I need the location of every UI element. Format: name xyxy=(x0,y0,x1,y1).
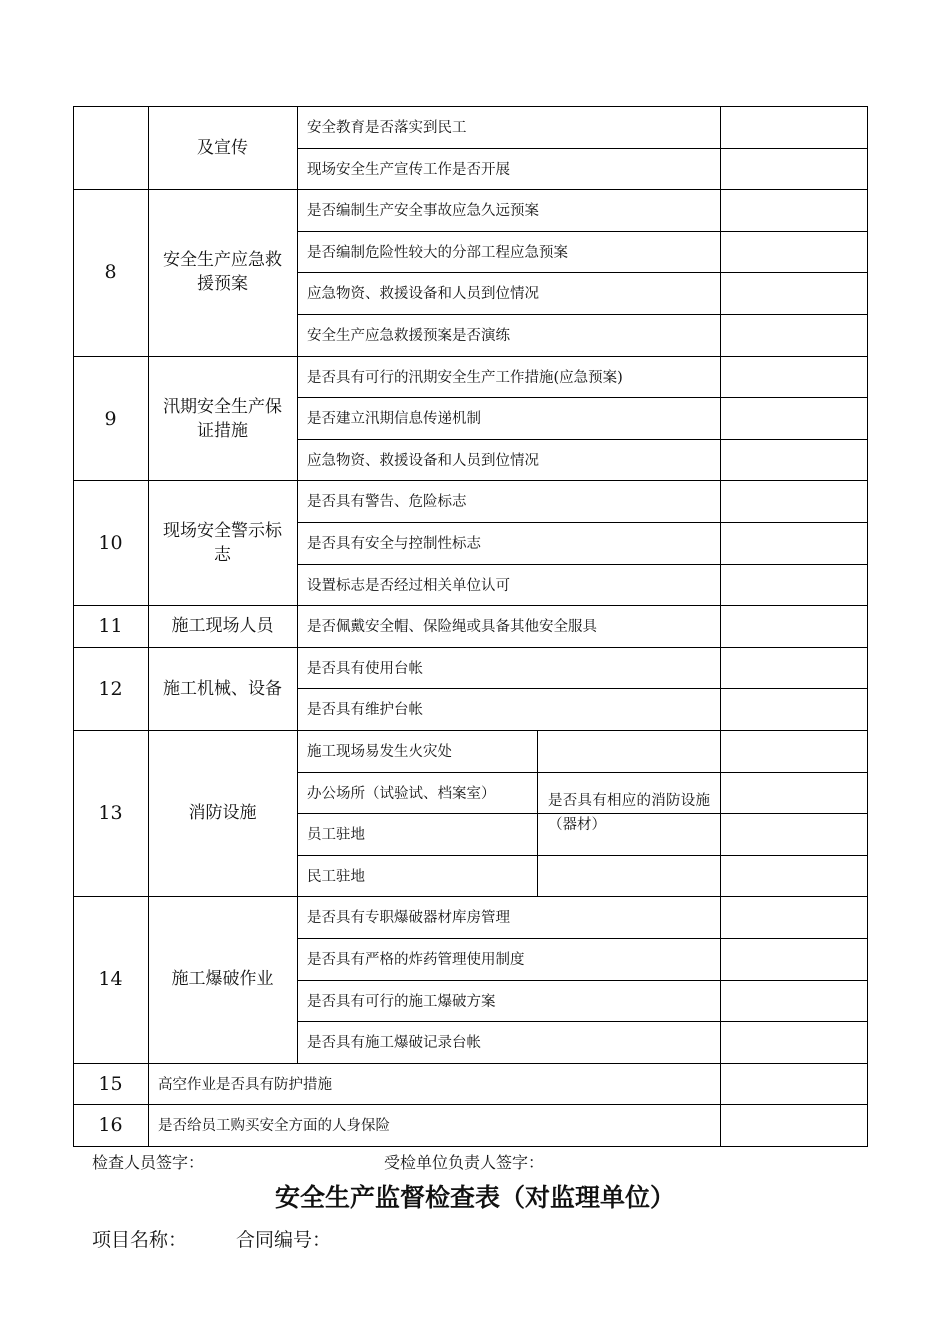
check-item: 应急物资、救援设备和人员到位情况 xyxy=(307,286,539,302)
check-item: 是否编制危险性较大的分部工程应急预案 xyxy=(307,245,568,261)
row-number: 13 xyxy=(98,802,123,824)
table-rule xyxy=(73,730,74,897)
result-cell[interactable] xyxy=(721,647,867,689)
table-rule xyxy=(297,522,868,523)
check-item: 是否具有警告、危险标志 xyxy=(307,494,467,510)
table-rule xyxy=(867,647,868,731)
result-cell[interactable] xyxy=(721,397,867,439)
check-item: 施工现场易发生火灾处 xyxy=(307,744,452,760)
table-rule xyxy=(720,356,721,481)
table-rule xyxy=(148,480,149,606)
result-cell[interactable] xyxy=(721,314,867,356)
form-title: 安全生产监督检查表（对监理单位） xyxy=(274,1183,675,1212)
table-rule xyxy=(720,605,721,648)
table-rule xyxy=(297,647,298,731)
row-number: 9 xyxy=(104,407,117,430)
check-item: 是否具有严格的炸药管理使用制度 xyxy=(307,952,525,968)
table-rule xyxy=(297,605,298,648)
table-rule xyxy=(297,148,868,149)
unit-signature-label: 受检单位负责人签字： xyxy=(384,1153,545,1172)
row-category: 施工机械、设备 xyxy=(163,678,282,699)
row-number: 16 xyxy=(98,1114,123,1136)
check-item: 是否具有可行的施工爆破方案 xyxy=(307,994,496,1010)
result-cell[interactable] xyxy=(721,106,867,148)
check-item: 现场安全生产宣传工作是否开展 xyxy=(307,162,510,178)
check-item: 高空作业是否具有防护措施 xyxy=(158,1077,332,1093)
table-rule xyxy=(73,189,74,357)
result-cell[interactable] xyxy=(721,272,867,314)
table-rule xyxy=(148,605,149,648)
table-rule xyxy=(867,1104,868,1147)
table-rule xyxy=(867,356,868,481)
check-item: 是否具有施工爆破记录台帐 xyxy=(307,1035,481,1051)
result-cell[interactable] xyxy=(721,1104,867,1146)
check-item: 是否编制生产安全事故应急久远预案 xyxy=(307,203,539,219)
table-rule xyxy=(148,730,149,897)
table-rule xyxy=(73,647,74,731)
row-category: 消防设施 xyxy=(188,803,257,823)
table-rule xyxy=(720,106,721,190)
table-rule xyxy=(73,1063,74,1105)
table-rule xyxy=(297,730,298,897)
check-item: 设置标志是否经过相关单位认可 xyxy=(307,578,510,594)
table-rule xyxy=(73,1146,868,1147)
table-rule xyxy=(297,688,868,689)
table-rule xyxy=(297,189,298,357)
table-rule xyxy=(867,730,868,897)
table-rule xyxy=(73,605,74,648)
result-cell[interactable] xyxy=(721,231,867,273)
result-cell[interactable] xyxy=(721,1021,867,1063)
table-rule xyxy=(297,980,868,981)
table-rule xyxy=(297,231,868,232)
result-cell[interactable] xyxy=(721,522,867,564)
row-category: 施工现场人员 xyxy=(171,616,274,636)
check-requirement: 是否具有相应的消防设施（器材） xyxy=(548,793,710,833)
row-category: 现场安全警示标志 xyxy=(163,520,282,565)
result-cell[interactable] xyxy=(721,855,867,897)
check-item: 是否具有维护台帐 xyxy=(307,702,423,718)
check-item: 是否给员工购买安全方面的人身保险 xyxy=(158,1118,390,1134)
table-rule xyxy=(867,1063,868,1105)
table-rule xyxy=(297,480,298,606)
result-cell[interactable] xyxy=(721,605,867,647)
table-rule xyxy=(297,1021,868,1022)
table-rule xyxy=(867,480,868,606)
table-rule xyxy=(148,1063,149,1105)
row-category: 施工爆破作业 xyxy=(171,969,274,989)
table-rule xyxy=(148,647,149,731)
result-cell[interactable] xyxy=(721,938,867,980)
check-item: 是否具有使用台帐 xyxy=(307,661,423,677)
table-rule xyxy=(297,272,868,273)
table-rule xyxy=(720,480,721,606)
table-rule xyxy=(720,1063,721,1105)
table-rule xyxy=(148,896,149,1064)
row-number: 11 xyxy=(98,615,123,637)
table-rule xyxy=(297,106,298,190)
check-item: 是否建立汛期信息传递机制 xyxy=(307,411,481,427)
table-rule xyxy=(297,439,868,440)
check-item: 安全生产应急救援预案是否演练 xyxy=(307,328,510,344)
row-number: 12 xyxy=(98,677,123,700)
check-item: 应急物资、救援设备和人员到位情况 xyxy=(307,453,539,469)
table-rule xyxy=(297,896,298,1064)
table-rule xyxy=(73,480,74,606)
table-rule xyxy=(148,189,149,357)
table-rule xyxy=(297,397,868,398)
table-rule xyxy=(148,1104,149,1147)
row-number: 14 xyxy=(98,968,123,990)
table-rule xyxy=(720,896,721,1064)
result-cell[interactable] xyxy=(721,148,867,190)
table-rule xyxy=(867,189,868,357)
result-cell[interactable] xyxy=(721,356,867,398)
row-category: 汛期安全生产保证措施 xyxy=(163,396,282,441)
result-cell[interactable] xyxy=(721,688,867,730)
table-rule xyxy=(148,106,149,190)
table-rule xyxy=(148,356,149,481)
result-cell[interactable] xyxy=(721,813,867,855)
table-rule xyxy=(73,896,74,1064)
table-rule xyxy=(867,106,868,190)
contract-number-label: 合同编号： xyxy=(236,1229,332,1251)
check-item: 是否具有安全与控制性标志 xyxy=(307,536,481,552)
result-cell[interactable] xyxy=(721,1063,867,1105)
check-item: 民工驻地 xyxy=(307,869,365,885)
table-rule xyxy=(297,938,868,939)
result-cell[interactable] xyxy=(721,980,867,1022)
table-rule xyxy=(537,730,538,897)
result-cell[interactable] xyxy=(721,772,867,814)
project-name-label: 项目名称： xyxy=(92,1229,188,1251)
table-rule xyxy=(297,314,868,315)
check-item: 员工驻地 xyxy=(307,827,365,843)
check-item: 是否具有专职爆破器材库房管理 xyxy=(307,910,510,926)
table-rule xyxy=(297,356,298,481)
row-number: 15 xyxy=(98,1073,123,1095)
table-rule xyxy=(720,730,721,897)
table-rule xyxy=(73,356,74,481)
result-cell[interactable] xyxy=(721,564,867,606)
table-rule xyxy=(73,106,74,190)
result-cell[interactable] xyxy=(721,439,867,481)
result-cell[interactable] xyxy=(721,480,867,522)
table-rule xyxy=(720,647,721,731)
table-rule xyxy=(867,605,868,648)
row-number xyxy=(73,106,148,189)
check-item: 办公场所（试验试、档案室） xyxy=(307,786,496,802)
table-rule xyxy=(73,1104,74,1147)
check-item: 安全教育是否落实到民工 xyxy=(307,120,467,136)
check-item: 是否具有可行的汛期安全生产工作措施(应急预案) xyxy=(307,370,623,386)
table-rule xyxy=(720,1104,721,1147)
result-cell[interactable] xyxy=(721,896,867,938)
row-number: 8 xyxy=(104,261,117,283)
result-cell[interactable] xyxy=(721,730,867,772)
row-number: 10 xyxy=(98,531,123,554)
row-category: 及宣传 xyxy=(197,137,248,158)
result-cell[interactable] xyxy=(721,189,867,231)
check-item: 是否佩戴安全帽、保险绳或具备其他安全服具 xyxy=(307,619,597,635)
row-category: 安全生产应急救援预案 xyxy=(163,250,282,294)
table-rule xyxy=(720,189,721,357)
table-rule xyxy=(867,896,868,1064)
table-rule xyxy=(297,564,868,565)
inspector-signature-label: 检查人员签字： xyxy=(92,1153,205,1172)
